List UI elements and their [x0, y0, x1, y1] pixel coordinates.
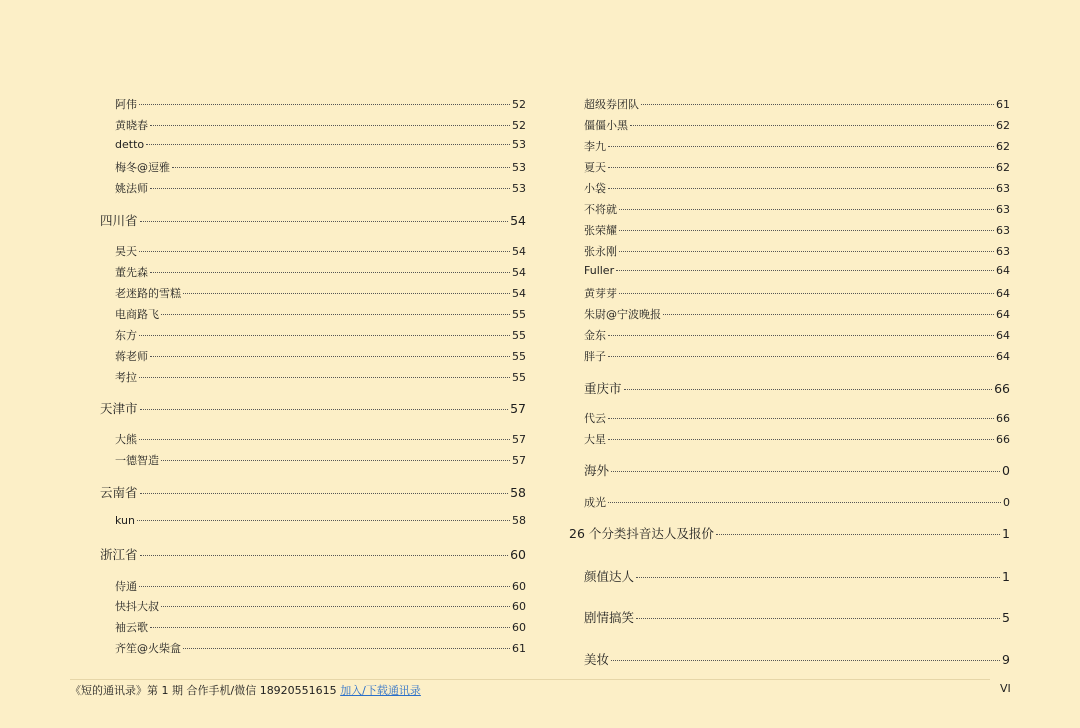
toc-entry[interactable]	[100, 285, 526, 301]
toc-entry[interactable]	[569, 410, 1010, 426]
toc-entry-page: 62	[996, 161, 1010, 174]
toc-entry-label: 不将就	[584, 203, 617, 216]
toc-leader-dots	[619, 251, 994, 252]
toc-entry[interactable]	[100, 96, 526, 112]
toc-entry-page: 66	[996, 412, 1010, 425]
toc-entry-label: 电商路飞	[115, 308, 159, 321]
toc-leader-dots	[137, 520, 510, 521]
toc-entry[interactable]	[569, 567, 1010, 585]
toc-entry-page: 60	[512, 580, 526, 593]
toc-entry-label: 超级券团队	[584, 98, 639, 111]
toc-leader-dots	[619, 209, 994, 210]
toc-entry[interactable]	[569, 201, 1010, 217]
toc-entry-label: 成光	[584, 496, 606, 509]
toc-entry-label: 僵僵小黑	[584, 119, 628, 132]
toc-entry-label: 胖子	[584, 350, 606, 363]
toc-entry[interactable]	[569, 608, 1010, 626]
toc-entry-label: 浙江省	[100, 547, 138, 562]
toc-entry-page: 58	[510, 485, 526, 500]
toc-entry-label: 夏天	[584, 161, 606, 174]
toc-entry-label: 海外	[584, 463, 610, 478]
toc-entry[interactable]	[100, 578, 526, 594]
toc-entry-label: 张荣耀	[584, 224, 617, 237]
toc-entry-label: 大熊	[115, 433, 137, 446]
toc-entry[interactable]	[569, 306, 1010, 322]
toc-entry-page: 55	[512, 308, 526, 321]
toc-entry-page: 63	[996, 182, 1010, 195]
toc-entry[interactable]	[569, 494, 1010, 510]
toc-entry-label: 蒋老师	[115, 350, 148, 363]
toc-entry[interactable]	[100, 514, 526, 527]
toc-entry[interactable]	[100, 264, 526, 280]
toc-entry-page: 5	[1002, 610, 1010, 625]
toc-leader-dots	[608, 439, 994, 440]
toc-entry-page: 64	[996, 308, 1010, 321]
toc-entry-page: 64	[996, 329, 1010, 342]
toc-entry-label: 天津市	[100, 401, 138, 416]
toc-entry[interactable]	[569, 180, 1010, 196]
toc-entry-page: 1	[1002, 526, 1010, 541]
toc-leader-dots	[150, 356, 510, 357]
toc-entry-page: 57	[512, 433, 526, 446]
toc-leader-dots	[140, 221, 509, 222]
toc-leader-dots	[716, 534, 1000, 535]
toc-entry[interactable]	[100, 243, 526, 259]
toc-entry[interactable]	[100, 117, 526, 133]
toc-entry-page: 54	[510, 213, 526, 228]
toc-entry[interactable]	[100, 619, 526, 635]
toc-entry-label: 老迷路的雪糕	[115, 287, 181, 300]
toc-leader-dots	[608, 335, 994, 336]
footer	[70, 682, 421, 698]
toc-entry-label: 金东	[584, 329, 606, 342]
toc-entry-label: 齐笙@火柴盒	[115, 642, 181, 655]
toc-entry[interactable]	[100, 399, 526, 417]
toc-entry[interactable]	[100, 211, 526, 229]
toc-leader-dots	[140, 493, 509, 494]
toc-entry-label: 一德智造	[115, 454, 159, 467]
toc-leader-dots	[139, 377, 510, 378]
toc-entry-label: 重庆市	[584, 381, 622, 396]
toc-leader-dots	[183, 648, 510, 649]
toc-leader-dots	[619, 230, 994, 231]
toc-entry-label: 侍通	[115, 580, 137, 593]
toc-leader-dots	[608, 188, 994, 189]
toc-leader-dots	[183, 293, 510, 294]
toc-entry-page: 62	[996, 119, 1010, 132]
toc-leader-dots	[150, 125, 510, 126]
toc-leader-dots	[150, 627, 510, 628]
toc-entry[interactable]	[100, 640, 526, 656]
toc-entry-page: 55	[512, 350, 526, 363]
toc-entry-label: 小袋	[584, 182, 606, 195]
toc-entry-page: 64	[996, 287, 1010, 300]
toc-entry-page: 54	[512, 245, 526, 258]
toc-entry-page: 0	[1002, 463, 1010, 478]
toc-entry-page: 64	[996, 264, 1010, 277]
toc-entry-label: 代云	[584, 412, 606, 425]
toc-leader-dots	[172, 167, 510, 168]
toc-leader-dots	[608, 167, 994, 168]
toc-leader-dots	[636, 618, 1000, 619]
toc-leader-dots	[139, 251, 510, 252]
toc-entry-label: 云南省	[100, 485, 138, 500]
toc-entry-page: 52	[512, 98, 526, 111]
toc-entry-page: 64	[996, 350, 1010, 363]
toc-entry-label: kun	[115, 514, 135, 527]
toc-entry-page: 62	[996, 140, 1010, 153]
toc-entry-label: 快抖大叔	[115, 600, 159, 613]
footer-text: 《短的通讯录》第 1 期 合作手机/微信 18920551615	[70, 684, 337, 697]
toc-entry-label: 袖云歌	[115, 621, 148, 634]
toc-leader-dots	[608, 356, 994, 357]
toc-entry-label: 东方	[115, 329, 137, 342]
toc-entry-page: 63	[996, 245, 1010, 258]
toc-entry[interactable]	[569, 243, 1010, 259]
toc-leader-dots	[161, 606, 510, 607]
toc-entry[interactable]	[569, 461, 1010, 479]
toc-entry[interactable]	[100, 483, 526, 501]
toc-entry[interactable]	[100, 545, 526, 563]
toc-entry-page: 53	[512, 182, 526, 195]
toc-leader-dots	[150, 272, 510, 273]
toc-entry-label: 剧情搞笑	[584, 610, 635, 625]
toc-entry-label: 黄芽芽	[584, 287, 617, 300]
toc-entry[interactable]	[569, 524, 1010, 542]
toc-entry-page: 57	[510, 401, 526, 416]
toc-leader-dots	[608, 418, 994, 419]
toc-entry-label: 朱尉@宁波晚报	[584, 308, 661, 321]
toc-leader-dots	[663, 314, 994, 315]
toc-entry-page: 52	[512, 119, 526, 132]
toc-entry-label: 考拉	[115, 371, 137, 384]
toc-entry-page: 63	[996, 203, 1010, 216]
toc-entry-page: 60	[510, 547, 526, 562]
toc-entry-page: 60	[512, 600, 526, 613]
footer-divider	[70, 679, 990, 680]
toc-entry-page: 53	[512, 138, 526, 151]
toc-entry-page: 1	[1002, 569, 1010, 584]
toc-entry[interactable]	[100, 431, 526, 447]
toc-entry[interactable]	[569, 379, 1010, 397]
toc-entry[interactable]	[100, 348, 526, 364]
toc-leader-dots	[608, 502, 1001, 503]
toc-entry-label: 姚法师	[115, 182, 148, 195]
toc-entry[interactable]	[100, 159, 526, 175]
toc-entry-label: 美妆	[584, 652, 610, 667]
toc-entry-page: 54	[512, 287, 526, 300]
toc-entry-label: Fuller	[584, 264, 615, 277]
toc-entry[interactable]	[100, 327, 526, 343]
toc-entry-label: 颜值达人	[584, 569, 635, 584]
toc-leader-dots	[636, 577, 1000, 578]
toc-entry-label: 李九	[584, 140, 606, 153]
toc-entry-page: 61	[512, 642, 526, 655]
download-link[interactable]: 加入/下载通讯录	[340, 684, 421, 697]
toc-entry-label: 26 个分类抖音达人及报价	[569, 526, 714, 541]
toc-entry-page: 54	[512, 266, 526, 279]
toc-entry-page: 66	[996, 433, 1010, 446]
toc-leader-dots	[161, 460, 510, 461]
toc-entry[interactable]	[100, 180, 526, 196]
toc-entry-label: 梅冬@逗雅	[115, 161, 170, 174]
toc-entry-page: 57	[512, 454, 526, 467]
toc-leader-dots	[146, 144, 510, 145]
toc-entry[interactable]	[100, 138, 526, 151]
toc-entry-page: 55	[512, 329, 526, 342]
toc-entry[interactable]	[100, 598, 526, 614]
page-number: VI	[1000, 682, 1011, 695]
toc-entry-page: 60	[512, 621, 526, 634]
toc-entry[interactable]	[569, 348, 1010, 364]
toc-leader-dots	[139, 335, 510, 336]
toc-leader-dots	[140, 555, 509, 556]
toc-leader-dots	[140, 409, 509, 410]
toc-leader-dots	[624, 389, 993, 390]
toc-leader-dots	[641, 104, 994, 105]
toc-leader-dots	[630, 125, 994, 126]
toc-entry-label: detto	[115, 138, 145, 151]
toc-entry-page: 53	[512, 161, 526, 174]
toc-leader-dots	[611, 660, 1000, 661]
toc-entry-page: 9	[1002, 652, 1010, 667]
toc-entry-label: 大星	[584, 433, 606, 446]
toc-entry[interactable]	[569, 222, 1010, 238]
toc-entry-label: 阿伟	[115, 98, 137, 111]
toc-entry[interactable]	[569, 96, 1010, 112]
toc-entry-label: 董先森	[115, 266, 148, 279]
toc-leader-dots	[611, 471, 1000, 472]
toc-entry-label: 四川省	[100, 213, 138, 228]
toc-leader-dots	[139, 586, 510, 587]
toc-entry[interactable]	[100, 452, 526, 468]
toc-entry-page: 63	[996, 224, 1010, 237]
toc-leader-dots	[619, 293, 994, 294]
toc-entry[interactable]	[569, 431, 1010, 447]
toc-entry-label: 黄晓春	[115, 119, 148, 132]
toc-entry[interactable]	[569, 117, 1010, 133]
toc-entry[interactable]	[100, 306, 526, 322]
toc-leader-dots	[616, 270, 994, 271]
toc-leader-dots	[150, 188, 510, 189]
toc-leader-dots	[608, 146, 994, 147]
toc-leader-dots	[139, 439, 510, 440]
toc-entry[interactable]	[569, 138, 1010, 154]
toc-entry[interactable]	[569, 327, 1010, 343]
toc-entry-page: 0	[1003, 496, 1010, 509]
toc-entry[interactable]	[569, 285, 1010, 301]
toc-entry[interactable]	[569, 159, 1010, 175]
toc-entry-page: 61	[996, 98, 1010, 111]
toc-entry-page: 66	[994, 381, 1010, 396]
toc-entry-page: 55	[512, 371, 526, 384]
toc-entry-label: 张永刚	[584, 245, 617, 258]
toc-entry[interactable]	[569, 650, 1010, 668]
toc-leader-dots	[139, 104, 510, 105]
toc-leader-dots	[161, 314, 510, 315]
toc-entry-page: 58	[512, 514, 526, 527]
toc-entry[interactable]	[569, 264, 1010, 277]
toc-entry[interactable]	[100, 369, 526, 385]
toc-entry-label: 昊天	[115, 245, 137, 258]
